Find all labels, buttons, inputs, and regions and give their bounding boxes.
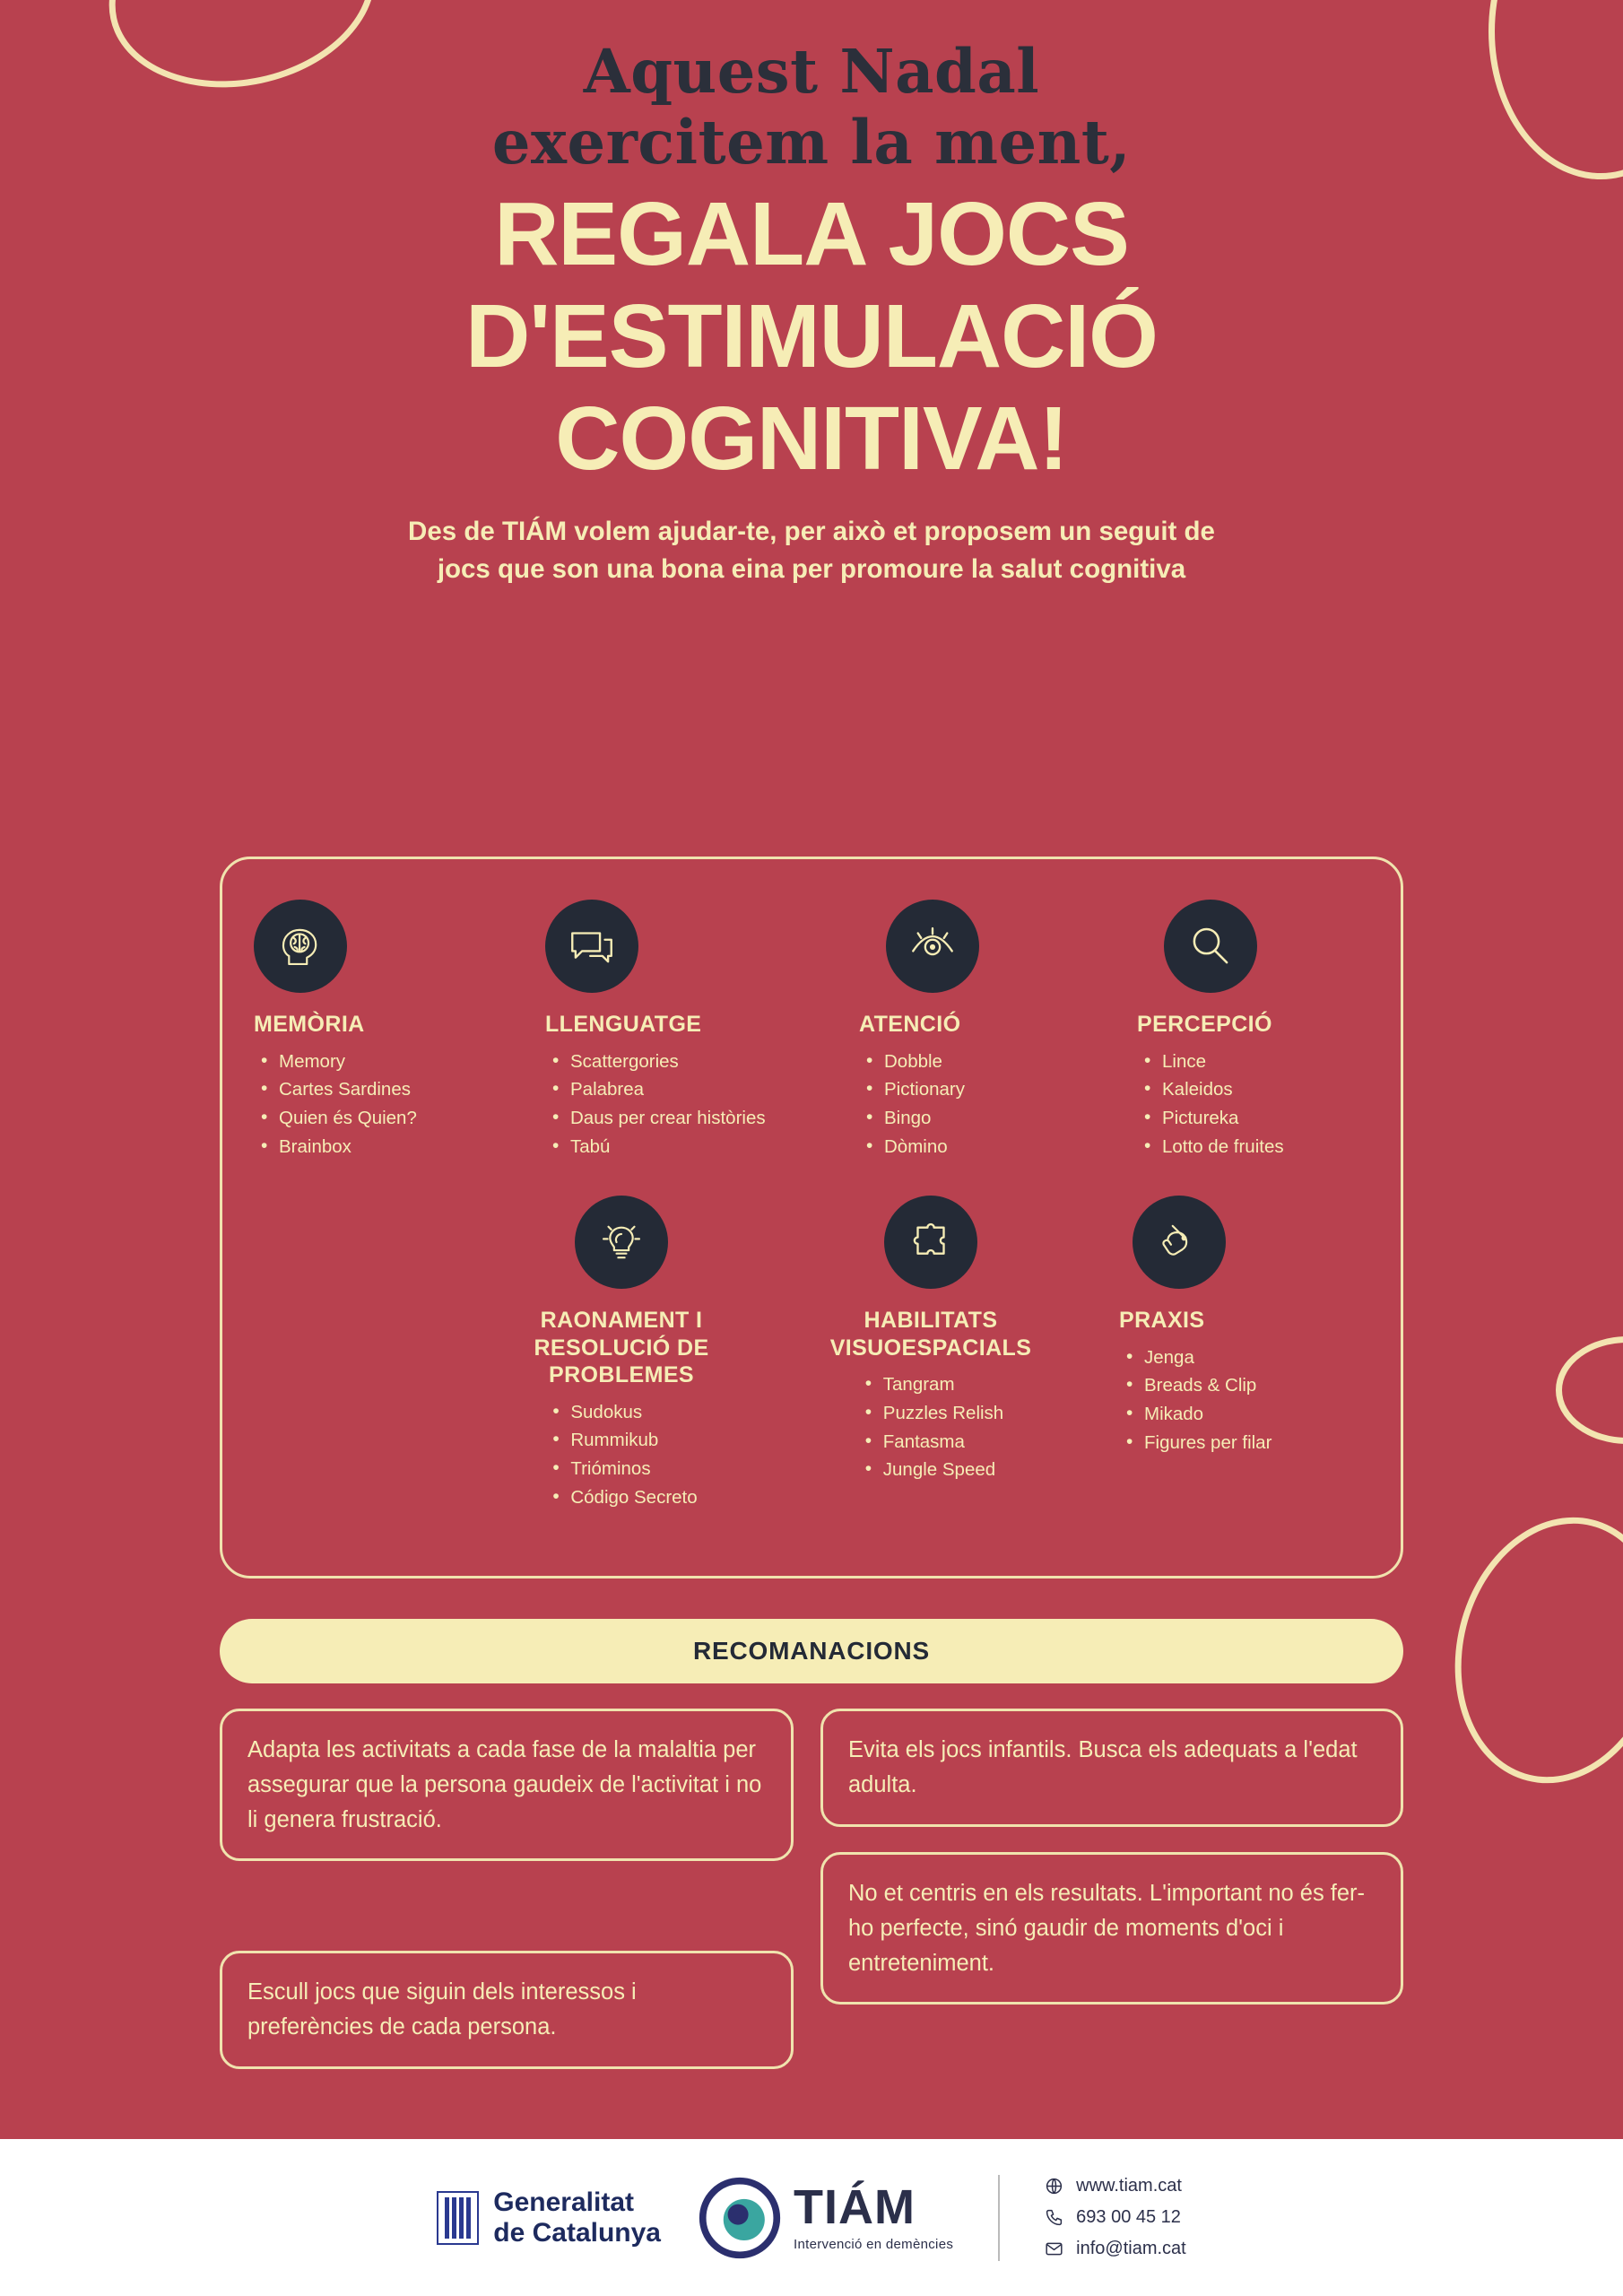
contact-email[interactable] — [1045, 2239, 1186, 2259]
recommendation-box-3: No et centris en els resultats. L'important no és fer-ho perfecte, sinó gaudir de moments d'oci i entreteniment. — [820, 1852, 1403, 2005]
list-item: • Jenga — [1119, 1344, 1379, 1372]
tiam-name: TIÁM — [794, 2180, 916, 2234]
headline-script-line2: exercitem la ment, — [491, 107, 1132, 178]
list-item: • Brainbox — [254, 1133, 523, 1161]
contact-phone-value: 693 00 45 12 — [1076, 2207, 1181, 2227]
list-item: • Código Secreto — [545, 1483, 697, 1512]
footer — [0, 2139, 1623, 2296]
category-title: MEMÒRIA — [254, 1012, 365, 1037]
list-item: • Cartes Sardines — [254, 1075, 523, 1104]
contact-website-value: www.tiam.cat — [1076, 2176, 1182, 2196]
category-llenguatge — [545, 900, 841, 1161]
recommendation-box-1: Adapta les activitats a cada fase de la malaltia per assegurar que la persona gaudeix de l'activitat i no li genera frustració. — [220, 1709, 794, 1861]
lightbulb-idea-icon — [575, 1196, 668, 1289]
contact-email-value: info@tiam.cat — [1076, 2239, 1186, 2258]
category-title: PERCEPCIÓ — [1137, 1012, 1272, 1037]
recommendation-box-4: Escull jocs que siguin dels interessos i preferències de cada persona. — [220, 1951, 794, 2069]
envelope-icon — [1045, 2239, 1063, 2258]
list-item: • Sudokus — [545, 1398, 697, 1427]
list-item: • Bingo — [859, 1104, 1110, 1133]
headline-script-line1: Aquest Nadal — [583, 36, 1040, 107]
list-item: • Quien és Quien? — [254, 1104, 523, 1133]
category-items — [254, 1048, 523, 1161]
contact-phone[interactable] — [1045, 2207, 1186, 2228]
tiam-tagline: Intervenció en demències — [794, 2237, 954, 2252]
list-item: • Lince — [1137, 1048, 1388, 1076]
subtitle-line2: jocs que son una bona eina per promoure la salut cognitiva — [437, 553, 1186, 584]
category-atencio — [859, 900, 1110, 1161]
footer-divider — [998, 2175, 1000, 2261]
phone-icon — [1045, 2208, 1063, 2227]
speech-bubbles-icon — [545, 900, 638, 993]
decorative-swirl — [1428, 1495, 1623, 1806]
category-title: HABILITATS VISUOESPACIALS — [829, 1308, 1032, 1361]
list-item: • Lotto de fruites — [1137, 1133, 1388, 1161]
list-item: • Puzzles Relish — [858, 1399, 1003, 1428]
list-item: • Daus per crear històries — [545, 1104, 841, 1133]
category-items — [545, 1048, 841, 1161]
category-praxis — [1119, 1196, 1379, 1457]
category-habilitats-visuoespacials — [796, 1196, 1065, 1484]
decorative-swirl — [1556, 1336, 1623, 1444]
recommendations-title: RECOMANACIONS — [693, 1637, 930, 1665]
list-item: • Pictureka — [1137, 1104, 1388, 1133]
category-items — [545, 1398, 697, 1512]
list-item: • Palabrea — [545, 1075, 841, 1104]
list-item: • Scattergories — [545, 1048, 841, 1076]
category-memoria — [254, 900, 523, 1161]
recommendation-box-2: Evita els jocs infantils. Busca els adequats a l'edat adulta. — [820, 1709, 1403, 1827]
tiam-logo — [697, 2175, 953, 2261]
category-title: RAONAMENT I RESOLUCIÓ DE PROBLEMES — [534, 1308, 709, 1387]
list-item: • Tabú — [545, 1133, 841, 1161]
generalitat-logo — [437, 2187, 661, 2248]
list-item: • Fantasma — [858, 1428, 1003, 1457]
list-item: • Dobble — [859, 1048, 1110, 1076]
magnifier-icon — [1164, 900, 1257, 993]
tiam-wordmark — [794, 2180, 954, 2252]
headline-big-line1: REGALA JOCS — [494, 184, 1129, 285]
generalitat-line1: Generalitat — [493, 2187, 634, 2217]
list-item: • Trióminos — [545, 1455, 697, 1483]
list-item: • Breads & Clip — [1119, 1371, 1379, 1400]
category-raonament — [491, 1196, 751, 1512]
list-item: • Mikado — [1119, 1400, 1379, 1429]
category-title: PRAXIS — [1119, 1308, 1205, 1333]
head-brain-icon — [254, 900, 347, 993]
hand-icon — [1133, 1196, 1226, 1289]
eye-icon — [886, 900, 979, 993]
generalitat-line2: de Catalunya — [493, 2217, 661, 2248]
category-percepcio — [1137, 900, 1388, 1161]
subtitle-line1: Des de TIÁM volem ajudar-te, per això et proposem un seguit de — [408, 517, 1215, 547]
list-item: • Rummikub — [545, 1426, 697, 1455]
category-title: ATENCIÓ — [859, 1012, 961, 1037]
headline-big-line3: COGNITIVA! — [555, 388, 1068, 490]
category-title: LLENGUATGE — [545, 1012, 702, 1037]
list-item: • Memory — [254, 1048, 523, 1076]
category-items — [1119, 1344, 1379, 1457]
category-items — [858, 1370, 1003, 1484]
list-item: • Figures per filar — [1119, 1429, 1379, 1457]
headline-big-line2: D'ESTIMULACIÓ — [465, 286, 1158, 387]
list-item: • Jungle Speed — [858, 1456, 1003, 1484]
recommendations-banner — [220, 1619, 1403, 1683]
puzzle-piece-icon — [884, 1196, 977, 1289]
generalitat-text — [493, 2187, 661, 2248]
categories-card — [220, 857, 1403, 1578]
subtitle — [206, 513, 1417, 588]
globe-icon — [1045, 2177, 1063, 2196]
category-items — [859, 1048, 1110, 1161]
list-item: • Pictionary — [859, 1075, 1110, 1104]
list-item: • Tangram — [858, 1370, 1003, 1399]
contact-website[interactable] — [1045, 2176, 1186, 2196]
tiam-mark-icon — [697, 2175, 783, 2261]
contact-block — [1045, 2176, 1186, 2259]
poster-header — [0, 0, 1623, 588]
list-item: • Kaleidos — [1137, 1075, 1388, 1104]
list-item: • Dòmino — [859, 1133, 1110, 1161]
category-items — [1137, 1048, 1388, 1161]
generalitat-bars-icon — [437, 2191, 479, 2245]
